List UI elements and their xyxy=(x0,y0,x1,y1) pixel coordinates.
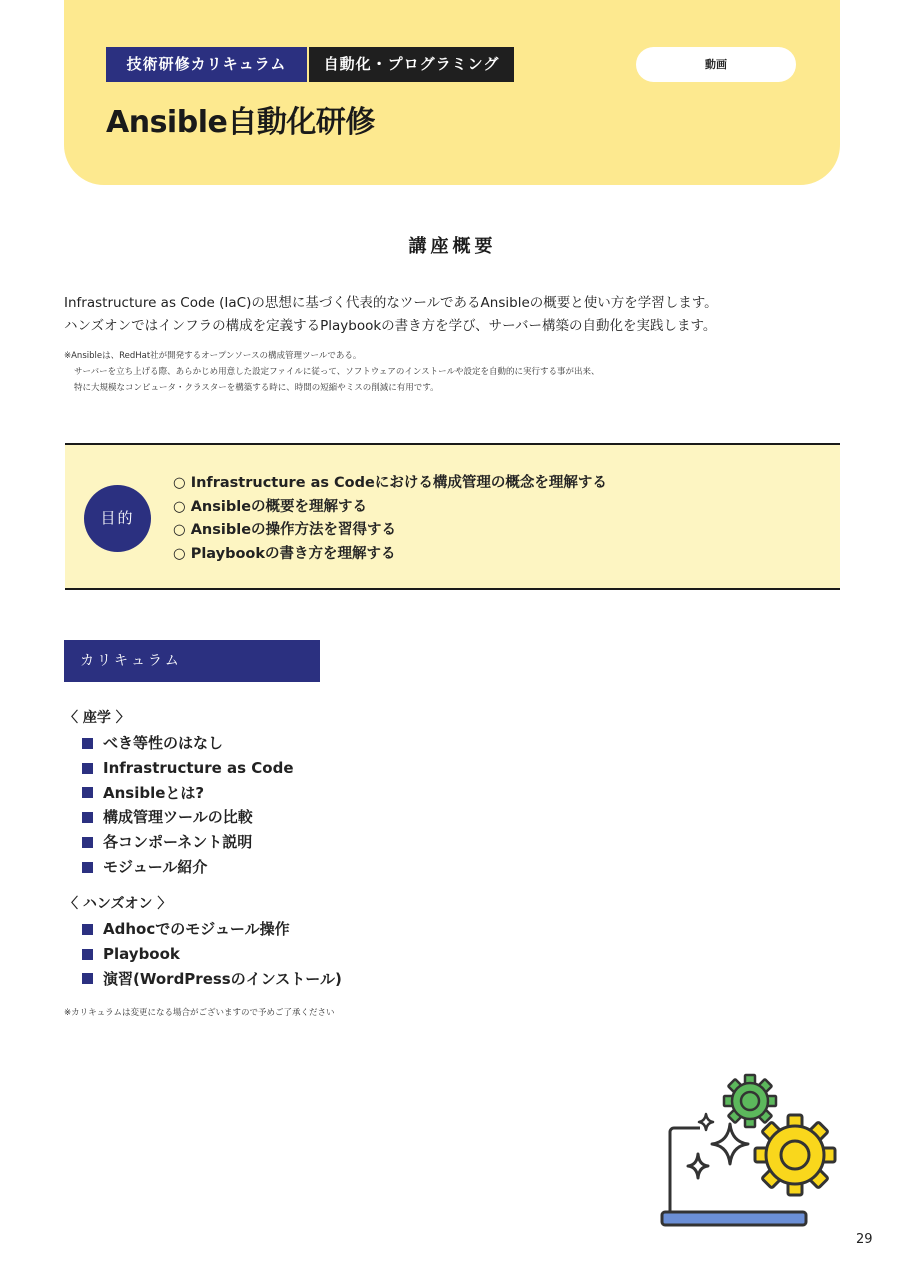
square-bullet-icon xyxy=(82,837,93,848)
goal-item: ○ Playbookの書き方を理解する xyxy=(173,545,396,562)
list-item: べき等性のはなし xyxy=(82,731,294,756)
curriculum-heading: カリキュラム xyxy=(64,640,320,682)
list-item: Ansibleとは? xyxy=(82,781,294,806)
header-panel xyxy=(64,0,840,185)
overview-notes xyxy=(64,348,844,396)
goal-item: ○ Infrastructure as Codeにおける構成管理の概念を理解する xyxy=(173,475,607,491)
note-line: ※Ansibleは、RedHat社が開発するオープンソースの構成管理ツールである。 xyxy=(64,351,362,361)
laptop-gears-icon xyxy=(660,1072,840,1232)
square-bullet-icon xyxy=(82,924,93,935)
category-tag: 技術研修カリキュラム xyxy=(106,47,307,82)
video-badge: 動画 xyxy=(636,47,796,82)
overview-text xyxy=(64,292,844,338)
list-item: Infrastructure as Code xyxy=(82,756,294,781)
overview-line: Infrastructure as Code (IaC)の思想に基づく代表的なツールであるAnsibleの概要と使い方を学習します。 xyxy=(64,295,718,311)
overview-line: ハンズオンではインフラの構成を定義するPlaybookの書き方を学び、サーバー構築の自動化を実践します。 xyxy=(64,318,717,334)
square-bullet-icon xyxy=(82,862,93,873)
list-item: 演習(WordPressのインストール) xyxy=(82,967,342,992)
square-bullet-icon xyxy=(82,812,93,823)
subcategory-tag: 自動化・プログラミング xyxy=(309,47,514,82)
overview-heading: 講座概要 xyxy=(408,236,497,257)
square-bullet-icon xyxy=(82,738,93,749)
square-bullet-icon xyxy=(82,763,93,774)
goals-label: 目的 xyxy=(84,485,151,552)
lecture-items xyxy=(82,731,294,880)
note-line: 特に大規模なコンピュータ・クラスターを構築する時に、時間の短縮やミスの削減に有用です。 xyxy=(74,383,439,393)
list-item: Adhocでのモジュール操作 xyxy=(82,917,342,942)
note-line: サーバーを立ち上げる際、あらかじめ用意した設定ファイルに従って、ソフトウェアのインストールや設定を自動的に実行する事が出来、 xyxy=(74,367,600,377)
square-bullet-icon xyxy=(82,973,93,984)
page-number: 29 xyxy=(856,1232,873,1247)
handson-group-label: 〈 ハンズオン 〉 xyxy=(64,896,172,912)
goal-item: ○ Ansibleの概要を理解する xyxy=(173,498,368,515)
list-item: 各コンポーネント説明 xyxy=(82,830,294,855)
list-item: Playbook xyxy=(82,942,342,967)
goal-item: ○ Ansibleの操作方法を習得する xyxy=(173,522,397,538)
curriculum-footnote: ※カリキュラムは変更になる場合がございますので予めご了承ください xyxy=(64,1008,335,1018)
list-item: モジュール紹介 xyxy=(82,855,294,880)
goals-list xyxy=(173,472,607,566)
handson-items xyxy=(82,917,342,991)
square-bullet-icon xyxy=(82,787,93,798)
list-item: 構成管理ツールの比較 xyxy=(82,805,294,830)
page-title: Ansible自動化研修 xyxy=(106,105,375,140)
square-bullet-icon xyxy=(82,949,93,960)
lecture-group-label: 〈 座学 〉 xyxy=(64,710,130,726)
